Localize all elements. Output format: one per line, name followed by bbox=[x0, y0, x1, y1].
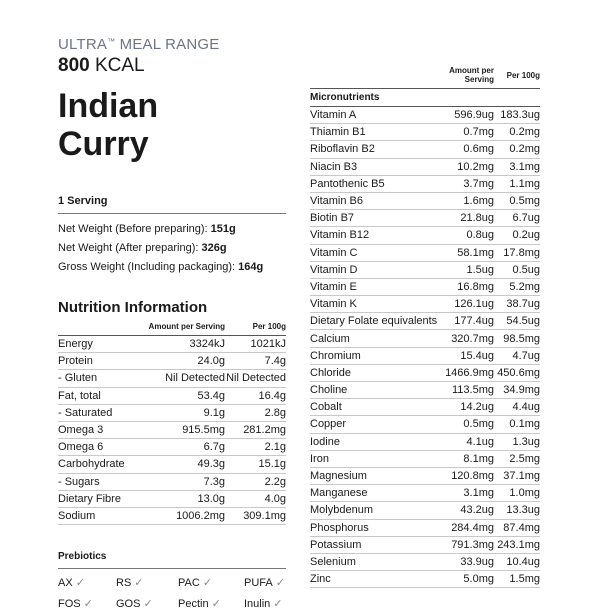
amount-per-serving: 0.8ug bbox=[440, 227, 494, 244]
amount-per-serving: 53.4g bbox=[133, 387, 225, 404]
table-row bbox=[310, 278, 540, 295]
amount-per-100g: 4.7ug bbox=[494, 347, 540, 364]
prebiotic-item bbox=[244, 597, 288, 610]
amount-per-100g: 0.2mg bbox=[494, 124, 540, 141]
amount-per-100g: 0.5mg bbox=[494, 192, 540, 209]
table-row bbox=[310, 244, 540, 261]
amount-per-serving: 8.1mg bbox=[440, 450, 494, 467]
table-row bbox=[58, 336, 286, 353]
micronutrients-section-row bbox=[310, 89, 540, 107]
amount-per-serving: 3324kJ bbox=[133, 336, 225, 353]
amount-per-100g: 15.1g bbox=[225, 456, 286, 473]
amount-per-serving: 177.4ug bbox=[440, 313, 494, 330]
nutrient-name: - Saturated bbox=[58, 404, 133, 421]
amount-per-100g: 34.9mg bbox=[494, 382, 540, 399]
micronutrients-table-body bbox=[310, 89, 540, 588]
range-suffix: MEAL RANGE bbox=[115, 36, 220, 53]
nutrient-name: Choline bbox=[310, 382, 440, 399]
amount-per-serving: 4.1ug bbox=[440, 433, 494, 450]
nutrient-name: Manganese bbox=[310, 485, 440, 502]
weight-row bbox=[58, 258, 286, 277]
prebiotic-item bbox=[116, 597, 178, 610]
left-column bbox=[58, 36, 286, 610]
right-column bbox=[310, 60, 540, 588]
nutrient-name: Vitamin A bbox=[310, 107, 440, 124]
nutrient-name: Dietary Folate equivalents bbox=[310, 313, 440, 330]
amount-per-serving: 3.7mg bbox=[440, 175, 494, 192]
nutrient-name: Riboflavin B2 bbox=[310, 141, 440, 158]
weight-value: 326g bbox=[201, 242, 227, 254]
nutrient-name: Vitamin K bbox=[310, 296, 440, 313]
table-row bbox=[310, 107, 540, 124]
amount-per-100g: 1021kJ bbox=[225, 336, 286, 353]
prebiotic-label: GOS bbox=[116, 598, 141, 610]
checkmark-icon: ✓ bbox=[273, 598, 283, 610]
table-row bbox=[310, 536, 540, 553]
checkmark-icon: ✓ bbox=[134, 577, 144, 590]
amount-per-serving: 0.5mg bbox=[440, 416, 494, 433]
weight-label: Net Weight (After preparing): bbox=[58, 242, 202, 254]
checkmark-icon: ✓ bbox=[202, 577, 213, 590]
prebiotic-label: RS bbox=[116, 577, 132, 590]
nutrient-name: Chromium bbox=[310, 347, 440, 364]
amount-per-100g: 1.0mg bbox=[494, 485, 540, 502]
nutrient-name: Protein bbox=[58, 353, 133, 370]
product-title bbox=[58, 87, 286, 163]
amount-per-100g: 13.3ug bbox=[494, 502, 540, 519]
nutrient-name: Omega 3 bbox=[58, 421, 133, 438]
amount-per-100g: 1.3ug bbox=[494, 433, 540, 450]
amount-per-100g: 0.2ug bbox=[494, 227, 540, 244]
nutrient-name: Zinc bbox=[310, 571, 440, 588]
nutrient-name: Sodium bbox=[58, 507, 133, 524]
table-row bbox=[58, 456, 286, 473]
amount-per-serving: 3.1mg bbox=[440, 485, 494, 502]
amount-per-100g: 54.5ug bbox=[494, 313, 540, 330]
amount-per-serving: 120.8mg bbox=[440, 467, 494, 484]
nutrient-name: Fat, total bbox=[58, 387, 133, 404]
nutrition-header-row bbox=[58, 316, 286, 336]
prebiotic-label: PUFA bbox=[244, 577, 273, 590]
trademark-symbol: ™ bbox=[107, 37, 116, 46]
amount-per-100g: 4.4ug bbox=[494, 399, 540, 416]
table-row bbox=[58, 353, 286, 370]
amount-per-100g: 0.5ug bbox=[494, 261, 540, 278]
amount-per-serving: 9.1g bbox=[133, 404, 225, 421]
weight-label: Net Weight (Before preparing): bbox=[58, 223, 211, 235]
amount-per-100g: 2.2g bbox=[225, 473, 286, 490]
nutrient-name: Iodine bbox=[310, 433, 440, 450]
amount-per-100g: 0.2mg bbox=[494, 141, 540, 158]
nutrient-name: Vitamin D bbox=[310, 261, 440, 278]
table-row bbox=[58, 370, 286, 387]
amount-per-serving: 596.9ug bbox=[440, 107, 494, 124]
nutrient-name: Magnesium bbox=[310, 467, 440, 484]
kcal-value: 800 bbox=[58, 55, 90, 76]
table-row bbox=[310, 467, 540, 484]
amount-per-serving: 1.6mg bbox=[440, 192, 494, 209]
amount-per-serving: 791.3mg bbox=[440, 536, 494, 553]
prebiotic-item bbox=[116, 576, 178, 589]
prebiotic-item bbox=[58, 597, 116, 610]
prebiotic-label: FOS bbox=[58, 598, 81, 610]
nutrient-name: - Gluten bbox=[58, 370, 133, 387]
amount-per-serving: 126.1ug bbox=[440, 296, 494, 313]
nutrient-name: Phosphorus bbox=[310, 519, 440, 536]
amount-per-serving: 0.7mg bbox=[440, 124, 494, 141]
amount-per-100g: 281.2mg bbox=[225, 421, 286, 438]
amount-per-serving: 6.7g bbox=[133, 439, 225, 456]
table-row bbox=[310, 553, 540, 570]
amount-per-100g: 3.1mg bbox=[494, 158, 540, 175]
amount-per-100g: 6.7ug bbox=[494, 210, 540, 227]
serving-label: 1 Serving bbox=[58, 195, 286, 214]
amount-per-serving: 320.7mg bbox=[440, 330, 494, 347]
checkmark-icon: ✓ bbox=[211, 598, 221, 610]
amount-per-serving: 49.3g bbox=[133, 456, 225, 473]
nutrient-name: Thiamin B1 bbox=[310, 124, 440, 141]
header-per-100g: Per 100g bbox=[494, 60, 540, 89]
nutrient-name: Copper bbox=[310, 416, 440, 433]
prebiotics-title: Prebiotics bbox=[58, 551, 286, 569]
amount-per-serving: Nil Detected bbox=[133, 370, 225, 387]
prebiotic-label: PAC bbox=[178, 577, 200, 590]
amount-per-100g: 0.1mg bbox=[494, 416, 540, 433]
nutrient-name: Calcium bbox=[310, 330, 440, 347]
weight-row bbox=[58, 220, 286, 239]
table-row bbox=[310, 124, 540, 141]
amount-per-100g: 87.4mg bbox=[494, 519, 540, 536]
amount-per-100g: 7.4g bbox=[225, 353, 286, 370]
table-row bbox=[310, 347, 540, 364]
amount-per-serving: 1.5ug bbox=[440, 261, 494, 278]
title-line-1: Indian bbox=[58, 87, 159, 125]
nutrition-table-body bbox=[58, 336, 286, 525]
amount-per-serving: 58.1mg bbox=[440, 244, 494, 261]
table-row bbox=[310, 141, 540, 158]
header-blank bbox=[58, 316, 133, 336]
table-row bbox=[310, 450, 540, 467]
table-row bbox=[310, 313, 540, 330]
amount-per-serving: 1466.9mg bbox=[440, 364, 494, 381]
prebiotic-label: Pectin bbox=[178, 598, 209, 610]
table-row bbox=[310, 158, 540, 175]
table-row bbox=[310, 210, 540, 227]
amount-per-100g: Nil Detected bbox=[225, 370, 286, 387]
kcal-unit: KCAL bbox=[89, 55, 145, 76]
product-range bbox=[58, 36, 286, 53]
nutrient-name: Selenium bbox=[310, 553, 440, 570]
amount-per-serving: 43.2ug bbox=[440, 502, 494, 519]
amount-per-serving: 113.5mg bbox=[440, 382, 494, 399]
amount-per-serving: 33.9ug bbox=[440, 553, 494, 570]
table-row bbox=[58, 387, 286, 404]
prebiotic-label: Inulin bbox=[244, 598, 271, 610]
checkmark-icon: ✓ bbox=[275, 577, 285, 590]
amount-per-serving: 21.8ug bbox=[440, 210, 494, 227]
header-amount-per-serving: Amount per Serving bbox=[440, 60, 494, 89]
nutrient-name: Vitamin B6 bbox=[310, 192, 440, 209]
prebiotic-item bbox=[244, 576, 288, 589]
amount-per-100g: 4.0g bbox=[225, 490, 286, 507]
table-row bbox=[310, 261, 540, 278]
table-row bbox=[310, 502, 540, 519]
amount-per-100g: 5.2mg bbox=[494, 278, 540, 295]
table-row bbox=[310, 296, 540, 313]
prebiotic-item bbox=[178, 597, 244, 610]
amount-per-100g: 450.6mg bbox=[494, 364, 540, 381]
header-blank bbox=[310, 60, 440, 89]
table-row bbox=[58, 404, 286, 421]
amount-per-serving: 915.5mg bbox=[133, 421, 225, 438]
weights-list bbox=[58, 220, 286, 277]
table-row bbox=[58, 473, 286, 490]
amount-per-100g: 1.1mg bbox=[494, 175, 540, 192]
amount-per-100g: 2.1g bbox=[225, 439, 286, 456]
amount-per-100g: 17.8mg bbox=[494, 244, 540, 261]
weight-label: Gross Weight (Including packaging): bbox=[58, 261, 239, 273]
prebiotics-grid bbox=[58, 576, 286, 610]
header-per-100g: Per 100g bbox=[225, 316, 286, 336]
nutrient-name: Vitamin E bbox=[310, 278, 440, 295]
table-row bbox=[310, 571, 540, 588]
nutrient-name: Potassium bbox=[310, 536, 440, 553]
weight-value: 151g bbox=[210, 223, 236, 235]
nutrient-name: Vitamin C bbox=[310, 244, 440, 261]
table-row bbox=[310, 399, 540, 416]
table-row bbox=[58, 439, 286, 456]
nutrient-name: Chloride bbox=[310, 364, 440, 381]
amount-per-serving: 16.8mg bbox=[440, 278, 494, 295]
nutrient-name: Dietary Fibre bbox=[58, 490, 133, 507]
table-row bbox=[310, 433, 540, 450]
nutrient-name: Iron bbox=[310, 450, 440, 467]
nutrition-title: Nutrition Information bbox=[58, 299, 208, 316]
weight-row bbox=[58, 239, 286, 258]
table-row bbox=[310, 175, 540, 192]
amount-per-serving: 14.2ug bbox=[440, 399, 494, 416]
nutrient-name: Omega 6 bbox=[58, 439, 133, 456]
micro-header-row bbox=[310, 60, 540, 89]
prebiotic-item bbox=[58, 576, 116, 589]
amount-per-100g: 1.5mg bbox=[494, 571, 540, 588]
nutrient-name: Cobalt bbox=[310, 399, 440, 416]
amount-per-serving: 7.3g bbox=[133, 473, 225, 490]
amount-per-100g: 243.1mg bbox=[494, 536, 540, 553]
table-row bbox=[310, 192, 540, 209]
checkmark-icon: ✓ bbox=[83, 598, 93, 610]
table-row bbox=[310, 364, 540, 381]
nutrient-name: Energy bbox=[58, 336, 133, 353]
nutrient-name: Vitamin B12 bbox=[310, 227, 440, 244]
micronutrients-table bbox=[310, 60, 540, 588]
range-prefix: ULTRA bbox=[58, 36, 108, 53]
nutrient-name: Molybdenum bbox=[310, 502, 440, 519]
checkmark-icon: ✓ bbox=[143, 598, 153, 610]
amount-per-100g: 98.5mg bbox=[494, 330, 540, 347]
table-row bbox=[310, 227, 540, 244]
title-line-2: Curry bbox=[58, 125, 149, 163]
amount-per-100g: 309.1mg bbox=[225, 507, 286, 524]
nutrition-table bbox=[58, 316, 286, 525]
table-row bbox=[310, 330, 540, 347]
table-row bbox=[310, 382, 540, 399]
header-amount-per-serving: Amount per Serving bbox=[133, 316, 225, 336]
kcal-label bbox=[58, 55, 286, 77]
nutrient-name: - Sugars bbox=[58, 473, 133, 490]
prebiotic-label: AX bbox=[58, 577, 73, 590]
amount-per-serving: 284.4mg bbox=[440, 519, 494, 536]
amount-per-serving: 1006.2mg bbox=[133, 507, 225, 524]
amount-per-100g: 2.8g bbox=[225, 404, 286, 421]
amount-per-100g: 10.4ug bbox=[494, 553, 540, 570]
nutrient-name: Biotin B7 bbox=[310, 210, 440, 227]
table-row bbox=[310, 416, 540, 433]
nutrient-name: Pantothenic B5 bbox=[310, 175, 440, 192]
table-row bbox=[310, 485, 540, 502]
amount-per-100g: 38.7ug bbox=[494, 296, 540, 313]
amount-per-serving: 13.0g bbox=[133, 490, 225, 507]
table-row bbox=[58, 490, 286, 507]
amount-per-100g: 183.3ug bbox=[494, 107, 540, 124]
checkmark-icon: ✓ bbox=[75, 577, 85, 590]
amount-per-serving: 24.0g bbox=[133, 353, 225, 370]
weight-value: 164g bbox=[238, 261, 264, 273]
table-row bbox=[58, 507, 286, 524]
amount-per-100g: 37.1mg bbox=[494, 467, 540, 484]
nutrient-name: Carbohydrate bbox=[58, 456, 133, 473]
amount-per-serving: 5.0mg bbox=[440, 571, 494, 588]
table-row bbox=[310, 519, 540, 536]
amount-per-100g: 16.4g bbox=[225, 387, 286, 404]
micronutrients-section-label: Micronutrients bbox=[310, 89, 540, 107]
amount-per-serving: 10.2mg bbox=[440, 158, 494, 175]
amount-per-serving: 0.6mg bbox=[440, 141, 494, 158]
nutrient-name: Niacin B3 bbox=[310, 158, 440, 175]
amount-per-serving: 15.4ug bbox=[440, 347, 494, 364]
table-row bbox=[58, 421, 286, 438]
prebiotic-item bbox=[178, 576, 244, 589]
amount-per-100g: 2.5mg bbox=[494, 450, 540, 467]
